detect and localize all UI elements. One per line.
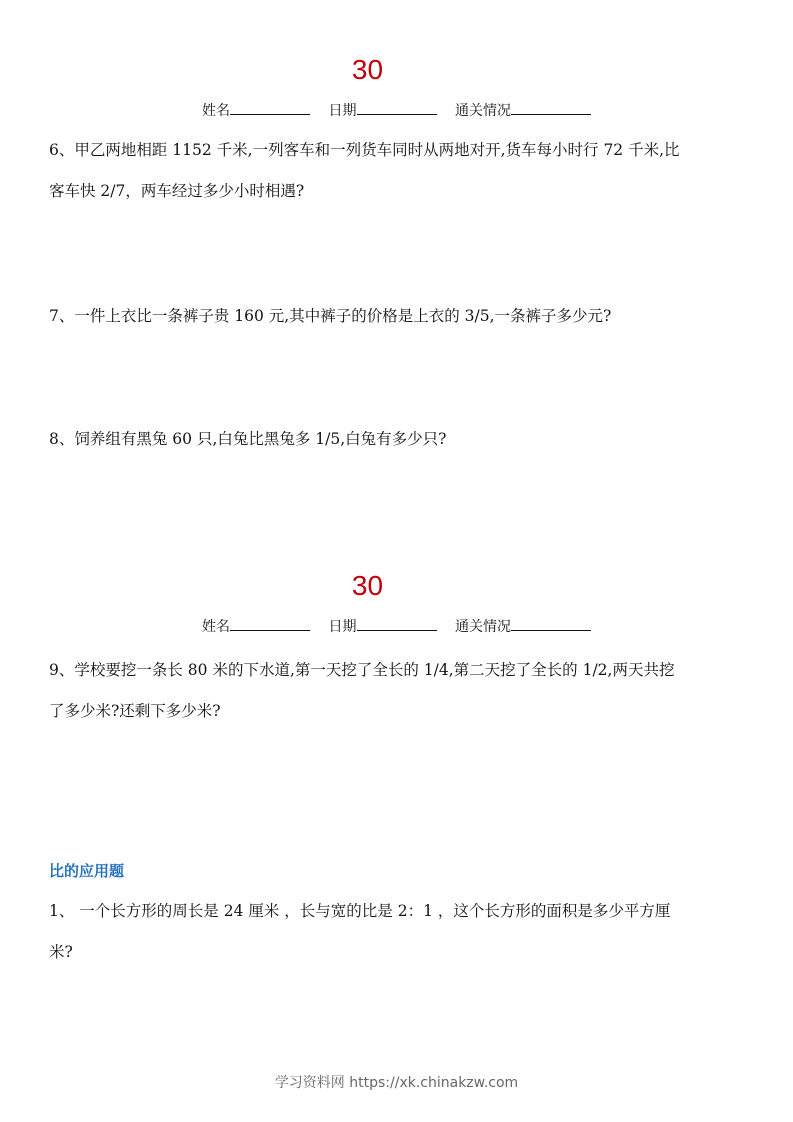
date-label: 日期 — [328, 103, 357, 119]
footer-watermark: 学习资料网 https://xk.chinakzw.com — [274, 1075, 519, 1091]
name-field — [202, 101, 310, 118]
question-8-line-1: 8、饲养组有黑兔 60 只,白兔比黑兔多 1/5,白兔有多少只? — [49, 430, 447, 448]
status-label: 通关情况 — [454, 103, 511, 119]
name-blank — [230, 101, 310, 115]
status-field — [455, 617, 591, 634]
question-9-line-2: 了多少米?还剩下多少米? — [49, 702, 221, 720]
ratio-question-1-line-2: 米? — [49, 943, 73, 961]
question-6-line-1: 6、甲乙两地相距 1152 千米,一列客车和一列货车同时从两地对开,货车每小时行 72 千米,比 — [49, 141, 680, 159]
ratio-section-heading: 比的应用题 — [49, 862, 125, 880]
name-label: 姓名 — [202, 619, 231, 635]
worksheet-number: 30 — [351, 54, 384, 85]
worksheet-number: 30 — [351, 570, 384, 601]
date-label: 日期 — [328, 619, 357, 635]
question-7-line-1: 7、一件上衣比一条裤子贵 160 元,其中裤子的价格是上衣的 3/5,一条裤子多少元? — [49, 307, 612, 325]
question-6 — [49, 130, 749, 212]
status-label: 通关情况 — [454, 619, 511, 635]
student-info-row — [0, 101, 793, 118]
date-field — [329, 101, 437, 118]
name-field — [202, 617, 310, 634]
question-8 — [49, 419, 749, 460]
ratio-question-1-line-1: 1、 一个长方形的周长是 24 厘米 ，长与宽的比是 2：1 ，这个长方形的面积是多少平方厘 — [49, 902, 671, 920]
date-blank — [357, 101, 437, 115]
status-field — [455, 101, 591, 118]
question-9 — [49, 650, 749, 732]
date-blank — [357, 617, 437, 631]
status-blank — [511, 101, 591, 115]
student-info-row — [0, 617, 793, 634]
date-field — [329, 617, 437, 634]
name-blank — [230, 617, 310, 631]
question-6-line-2: 客车快 2/7，两车经过多少小时相遇? — [49, 182, 305, 200]
question-7 — [49, 296, 749, 337]
ratio-question-1 — [49, 891, 749, 973]
question-9-line-1: 9、学校要挖一条长 80 米的下水道,第一天挖了全长的 1/4,第二天挖了全长的 1/2,两天共挖 — [49, 661, 675, 679]
status-blank — [511, 617, 591, 631]
name-label: 姓名 — [202, 103, 231, 119]
